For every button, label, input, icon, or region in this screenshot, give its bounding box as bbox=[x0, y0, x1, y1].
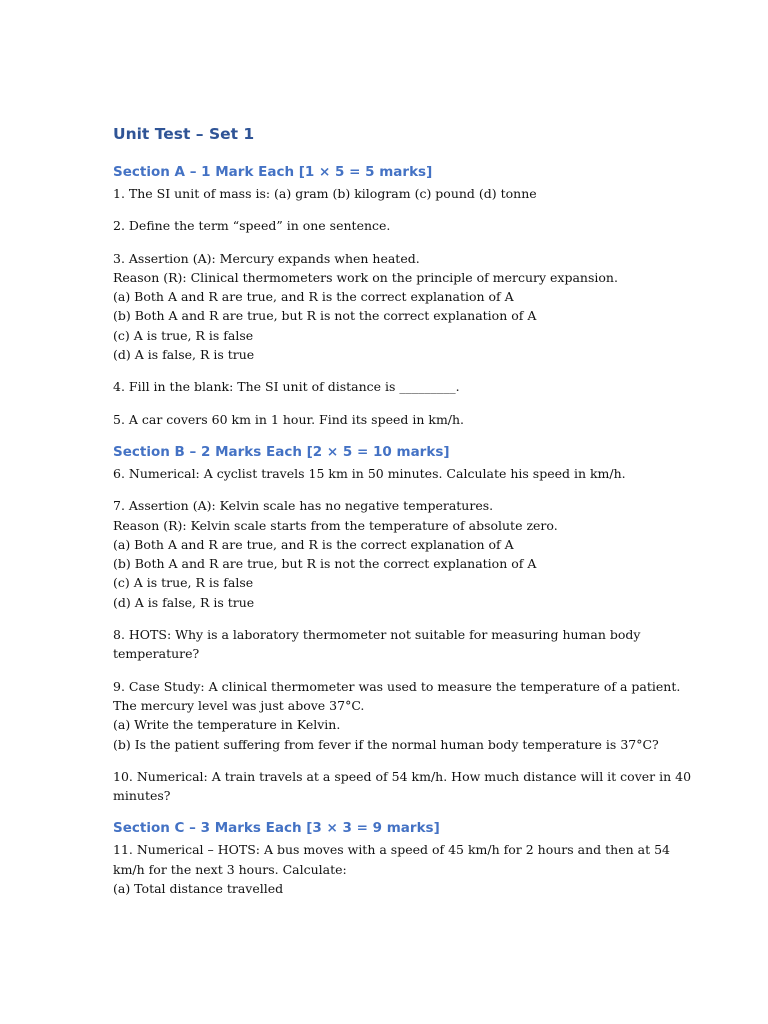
option-a: (a) Both A and R are true, and R is the correct explanation of A bbox=[113, 289, 514, 305]
question-text-continued: km/h for the next 3 hours. Calculate: bbox=[113, 861, 347, 877]
option-c: (c) A is true, R is false bbox=[113, 327, 254, 343]
question-text: 5. A car covers 60 km in 1 hour. Find its speed in km/h. bbox=[113, 411, 465, 427]
question-10 bbox=[113, 767, 692, 806]
question-text: 4. Fill in the blank: The SI unit of distance is _________. bbox=[113, 379, 460, 395]
sub-question-a: (a) Write the temperature in Kelvin. bbox=[113, 717, 341, 733]
question-11 bbox=[113, 840, 673, 898]
question-text: 8. HOTS: Why is a laboratory thermometer not suitable for measuring human body bbox=[113, 627, 641, 643]
question-text: 11. Numerical – HOTS: A bus moves with a speed of 45 km/h for 2 hours and then at 54 bbox=[113, 842, 670, 858]
case-study-text: 9. Case Study: A clinical thermometer was used to measure the temperature of a patient. bbox=[113, 678, 681, 694]
option-c: (c) A is true, R is false bbox=[113, 575, 254, 591]
section-a-heading: Section A – 1 Mark Each [1 × 5 = 5 marks] bbox=[113, 164, 433, 180]
option-b: (b) Both A and R are true, but R is not the correct explanation of A bbox=[113, 308, 537, 324]
question-text: 10. Numerical: A train travels at a speed of 54 km/h. How much distance will it cover in 40 bbox=[113, 768, 692, 784]
sub-question-b: (b) Is the patient suffering from fever if the normal human body temperature is 37°C? bbox=[113, 736, 659, 752]
question-2 bbox=[113, 216, 673, 235]
option-a: (a) Both A and R are true, and R is the correct explanation of A bbox=[113, 536, 514, 552]
question-text-continued: temperature? bbox=[113, 646, 200, 662]
section-b-heading: Section B – 2 Marks Each [2 × 5 = 10 marks] bbox=[113, 443, 450, 460]
question-text: 6. Numerical: A cyclist travels 15 km in 50 minutes. Calculate his speed in km/h. bbox=[113, 465, 626, 481]
question-6 bbox=[113, 464, 673, 483]
question-text: 1. The SI unit of mass is: (a) gram (b) kilogram (c) pound (d) tonne bbox=[113, 186, 537, 201]
question-text: 2. Define the term “speed” in one sentence. bbox=[113, 218, 391, 234]
reason-text: Reason (R): Clinical thermometers work on the principle of mercury expansion. bbox=[113, 269, 618, 285]
question-1 bbox=[113, 184, 673, 203]
sub-question-a: (a) Total distance travelled bbox=[113, 881, 284, 897]
document-page bbox=[113, 122, 692, 911]
section-a bbox=[113, 162, 673, 429]
question-3 bbox=[113, 249, 673, 365]
option-d: (d) A is false, R is true bbox=[113, 347, 255, 363]
question-text-continued: minutes? bbox=[113, 788, 171, 804]
section-b bbox=[113, 442, 692, 805]
section-c bbox=[113, 818, 673, 898]
question-4 bbox=[113, 377, 673, 396]
option-d: (d) A is false, R is true bbox=[113, 594, 255, 610]
page-title: Unit Test – Set 1 bbox=[113, 125, 255, 143]
option-b: (b) Both A and R are true, but R is not the correct explanation of A bbox=[113, 556, 537, 572]
reason-text: Reason (R): Kelvin scale starts from the temperature of absolute zero. bbox=[113, 517, 558, 533]
case-study-text-continued: The mercury level was just above 37°C. bbox=[113, 697, 365, 713]
assertion-text: 7. Assertion (A): Kelvin scale has no negative temperatures. bbox=[113, 498, 494, 514]
question-5 bbox=[113, 410, 673, 429]
question-7 bbox=[113, 496, 673, 612]
question-8 bbox=[113, 625, 673, 664]
question-9 bbox=[113, 677, 681, 754]
assertion-text: 3. Assertion (A): Mercury expands when heated. bbox=[113, 250, 420, 266]
section-c-heading: Section C – 3 Marks Each [3 × 3 = 9 marks] bbox=[113, 820, 440, 837]
